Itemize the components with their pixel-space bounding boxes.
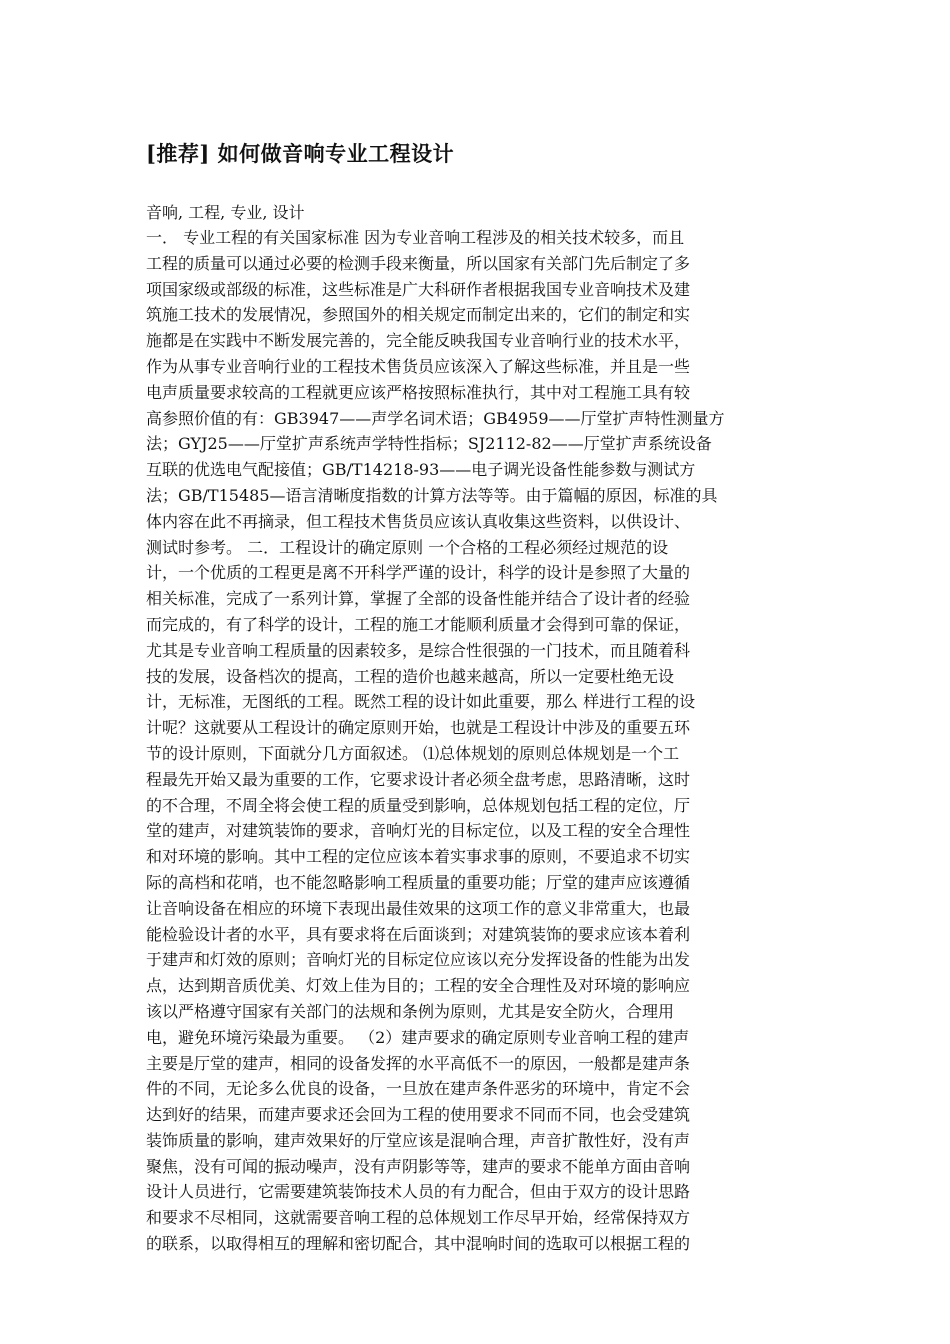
- body-text-line: 电声质量要求较高的工程就更应该严格按照标准执行，其中对工程施工具有较: [146, 382, 691, 402]
- body-text-line: 际的高档和花哨，也不能忽略影响工程质量的重要功能；厅堂的建声应该遵循: [146, 872, 691, 892]
- body-text-line: 法；GB/T15485—语言清晰度指数的计算方法等等。由于篇幅的原因，标准的具: [146, 485, 718, 505]
- body-text-line: 聚焦，没有可闻的振动噪声，没有声阴影等等，建声的要求不能单方面由音响: [146, 1156, 691, 1176]
- body-text-line: 项国家级或部级的标准，这些标准是广大科研作者根据我国专业音响技术及建: [146, 279, 691, 299]
- body-text-line: 设计人员进行，它需要建筑装饰技术人员的有力配合，但由于双方的设计思路: [146, 1182, 691, 1202]
- document-title: [推荐] 如何做音响专业工程设计: [146, 141, 455, 166]
- body-text-line: 和要求不尽相同，这就需要音响工程的总体规划工作尽早开始，经常保持双方: [146, 1208, 691, 1228]
- body-text-line: 该以严格遵守国家有关部门的法规和条例为原则，尤其是安全防火，合理用: [146, 1001, 675, 1021]
- body-text-line: 测试时参考。 二．工程设计的确定原则 一个合格的工程必须经过规范的设: [146, 537, 669, 557]
- body-text-line: 高参照价值的有：GB3947——声学名词术语；GB4959——厅堂扩声特性测量方: [146, 408, 725, 428]
- body-text-line: 装饰质量的影响，建声效果好的厅堂应该是混响合理，声音扩散性好，没有声: [146, 1130, 691, 1150]
- body-text-line: 作为从事专业音响行业的工程技术售货员应该深入了解这些标准，并且是一些: [146, 356, 691, 376]
- body-text-line: 施都是在实践中不断发展完善的，完全能反映我国专业音响行业的技术水平，: [146, 331, 691, 351]
- body-text-line: 体内容在此不再摘录，但工程技术售货员应该认真收集这些资料，以供设计、: [146, 511, 691, 531]
- body-text-line: 工程的质量可以通过必要的检测手段来衡量，所以国家有关部门先后制定了多: [146, 253, 691, 273]
- body-text-line: 而完成的，有了科学的设计，工程的施工才能顺利质量才会得到可靠的保证，: [146, 614, 691, 634]
- body-text-line: 相关标准，完成了一系列计算，掌握了全部的设备性能并结合了设计者的经验: [146, 589, 691, 609]
- body-text-line: 能检验设计者的水平，具有要求将在后面谈到；对建筑装饰的要求应该本着利: [146, 924, 691, 944]
- document-body: [146, 225, 810, 1257]
- body-text-line: 件的不同，无论多么优良的设备，一旦放在建声条件恶劣的环境中，肯定不会: [146, 1079, 691, 1099]
- body-text-line: 让音响设备在相应的环境下表现出最佳效果的这项工作的意义非常重大，也最: [146, 898, 691, 918]
- body-text-line: 电，避免环境污染最为重要。 （2）建声要求的确定原则专业音响工程的建声: [146, 1027, 690, 1047]
- body-text-line: 法；GYJ25——厅堂扩声系统声学特性指标；SJ2112-82——厅堂扩声系统设备: [146, 434, 712, 454]
- body-text-line: 点，达到期音质优美、灯效上佳为目的；工程的安全合理性及对环境的影响应: [146, 976, 691, 996]
- body-text-line: 技的发展，设备档次的提高，工程的造价也越来越高，所以一定要杜绝无设: [146, 666, 675, 686]
- body-text-line: 的不合理，不周全将会使工程的质量受到影响，总体规划包括工程的定位，厅: [146, 795, 691, 815]
- body-text-line: 程最先开始又最为重要的工作，它要求设计者必须全盘考虑，思路清晰，这时: [146, 769, 691, 789]
- document-keywords: 音响, 工程, 专业, 设计: [146, 203, 305, 222]
- body-text-line: 和对环境的影响。其中工程的定位应该本着实事求事的原则，不要追求不切实: [146, 847, 691, 867]
- body-text-line: 堂的建声，对建筑装饰的要求，音响灯光的目标定位，以及工程的安全合理性: [146, 821, 691, 841]
- body-text-line: 的联系，以取得相互的理解和密切配合，其中混响时间的选取可以根据工程的: [146, 1234, 691, 1254]
- body-text-line: 计呢？这就要从工程设计的确定原则开始，也就是工程设计中涉及的重要五环: [146, 718, 691, 738]
- body-text-line: 节的设计原则，下面就分几方面叙述。 ⑴总体规划的原则总体规划是一个工: [146, 743, 680, 763]
- body-text-line: 主要是厅堂的建声，相同的设备发挥的水平高低不一的原因，一般都是建声条: [146, 1053, 691, 1073]
- body-text-line: 互联的优选电气配接值；GB/T14218-93——电子调光设备性能参数与测试方: [146, 460, 696, 480]
- body-text-line: 计，无标准，无图纸的工程。既然工程的设计如此重要，那么 样进行工程的设: [146, 692, 696, 712]
- body-text-line: 达到好的结果，而建声要求还会回为工程的使用要求不同而不同，也会受建筑: [146, 1105, 691, 1125]
- body-text-line: 筑施工技术的发展情况，参照国外的相关规定而制定出来的，它们的制定和实: [146, 305, 691, 325]
- body-text-line: 尤其是专业音响工程质量的因素较多，是综合性很强的一门技术，而且随着科: [146, 640, 691, 660]
- body-text-line: 于建声和灯效的原则；音响灯光的目标定位应该以充分发挥设备的性能为出发: [146, 950, 691, 970]
- body-text-line: 计，一个优质的工程更是离不开科学严谨的设计，科学的设计是参照了大量的: [146, 563, 691, 583]
- body-text-line: 一． 专业工程的有关国家标准 因为专业音响工程涉及的相关技术较多，而且: [146, 228, 685, 247]
